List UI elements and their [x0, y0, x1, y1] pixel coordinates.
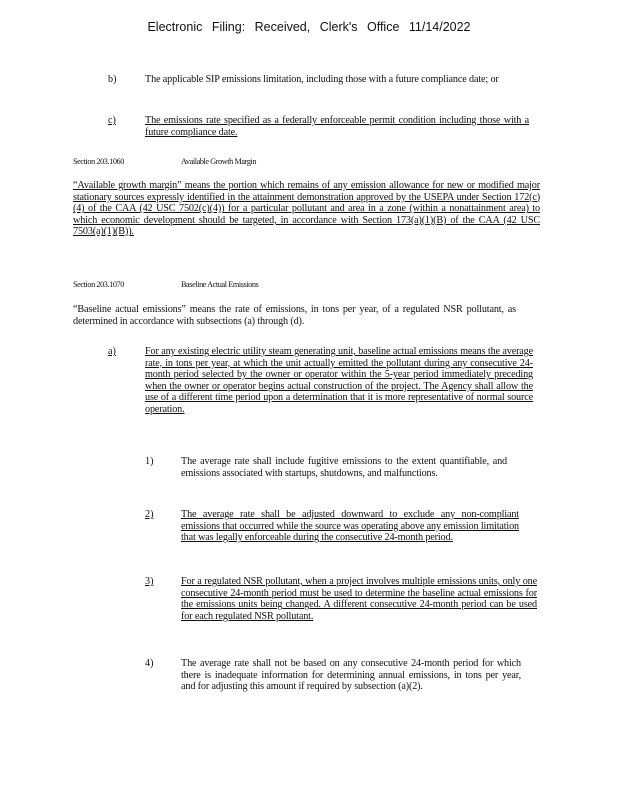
section-number: Section 203.1060	[73, 157, 124, 166]
subsection-a-body: For any existing electric utility steam generating unit, baseline actual emissions means the average rate, in tons per year, at which the unit actually emitted the pollutant during any consecutive 24-month period selected by the owner or operator within the 5-year period immediately preceding when the owner or operator begins actual construction of the project. The Agency shall allow the use of a different time period upon a determination that it is more representative of normal source operation.	[145, 346, 533, 415]
item-b-label: b)	[108, 74, 117, 85]
item-3-body: For a regulated NSR pollutant, when a project involves multiple emissions units, only one consecutive 24-month period must be used to determine the baseline actual emissions for the emissions units being changed. A different consecutive 24-month period can be used for each regulated NSR pollutant.	[181, 576, 537, 622]
item-c-text: The emissions rate specified as a federally enforceable permit condition including those with a future compliance date.	[145, 115, 529, 138]
filing-header: Electronic Filing: Received, Clerk's Office 11/14/2022	[147, 20, 471, 34]
section-heading-1060	[73, 156, 256, 167]
item-3-text	[181, 576, 537, 622]
item-4-text: The average rate shall not be based on any consecutive 24-month period for which there is inadequate information for determining annual emissions, in tons per year, and for adjusting this amount if required by subsection (a)(2).	[181, 658, 521, 693]
section-number: Section 203.1070	[73, 280, 124, 289]
item-4-label: 4)	[145, 658, 154, 669]
definition-baseline-actual-emissions: “Baseline actual emissions” means the rate of emissions, in tons per year, of a regulated NSR pollutant, as determined in accordance with subsections (a) through (d).	[73, 304, 516, 327]
definition-available-growth-margin: “Available growth margin” means the portion which remains of any emission allowance for new or modified major stationary sources expressly identified in the attainment demonstration approved by the USEPA under Section 172(c)(4) of the CAA (42 USC 7502(c)(4)) for a particular pollutant and area in a zone (within a nonattainment area) to which economic development should be targeted, in accordance with Section 173(a)(1)(B) of the CAA (42 USC 7503(a)(1)(B)).	[73, 180, 540, 238]
item-3-label: 3)	[145, 576, 154, 587]
section-title: Available Growth Margin	[181, 157, 257, 166]
subsection-a-text	[145, 346, 533, 416]
section-heading-1070	[73, 279, 258, 290]
item-b-text: The applicable SIP emissions limitation, including those with a future compliance date; or	[145, 74, 499, 85]
item-2-text: The average rate shall be adjusted downward to exclude any non-compliant emissions that occurred while the source was operating above any emission limitation that was legally enforceable during the consecutive 24-month period.	[181, 509, 519, 544]
item-1-label: 1)	[145, 456, 154, 467]
subsection-a-label: a)	[108, 346, 116, 357]
item-1-text: The average rate shall include fugitive emissions to the extent quantifiable, and emissions associated with startups, shutdowns, and malfunctions.	[181, 456, 507, 479]
item-c-label: c)	[108, 115, 116, 126]
item-2-label: 2)	[145, 509, 154, 520]
section-title: Baseline Actual Emissions	[181, 280, 259, 289]
